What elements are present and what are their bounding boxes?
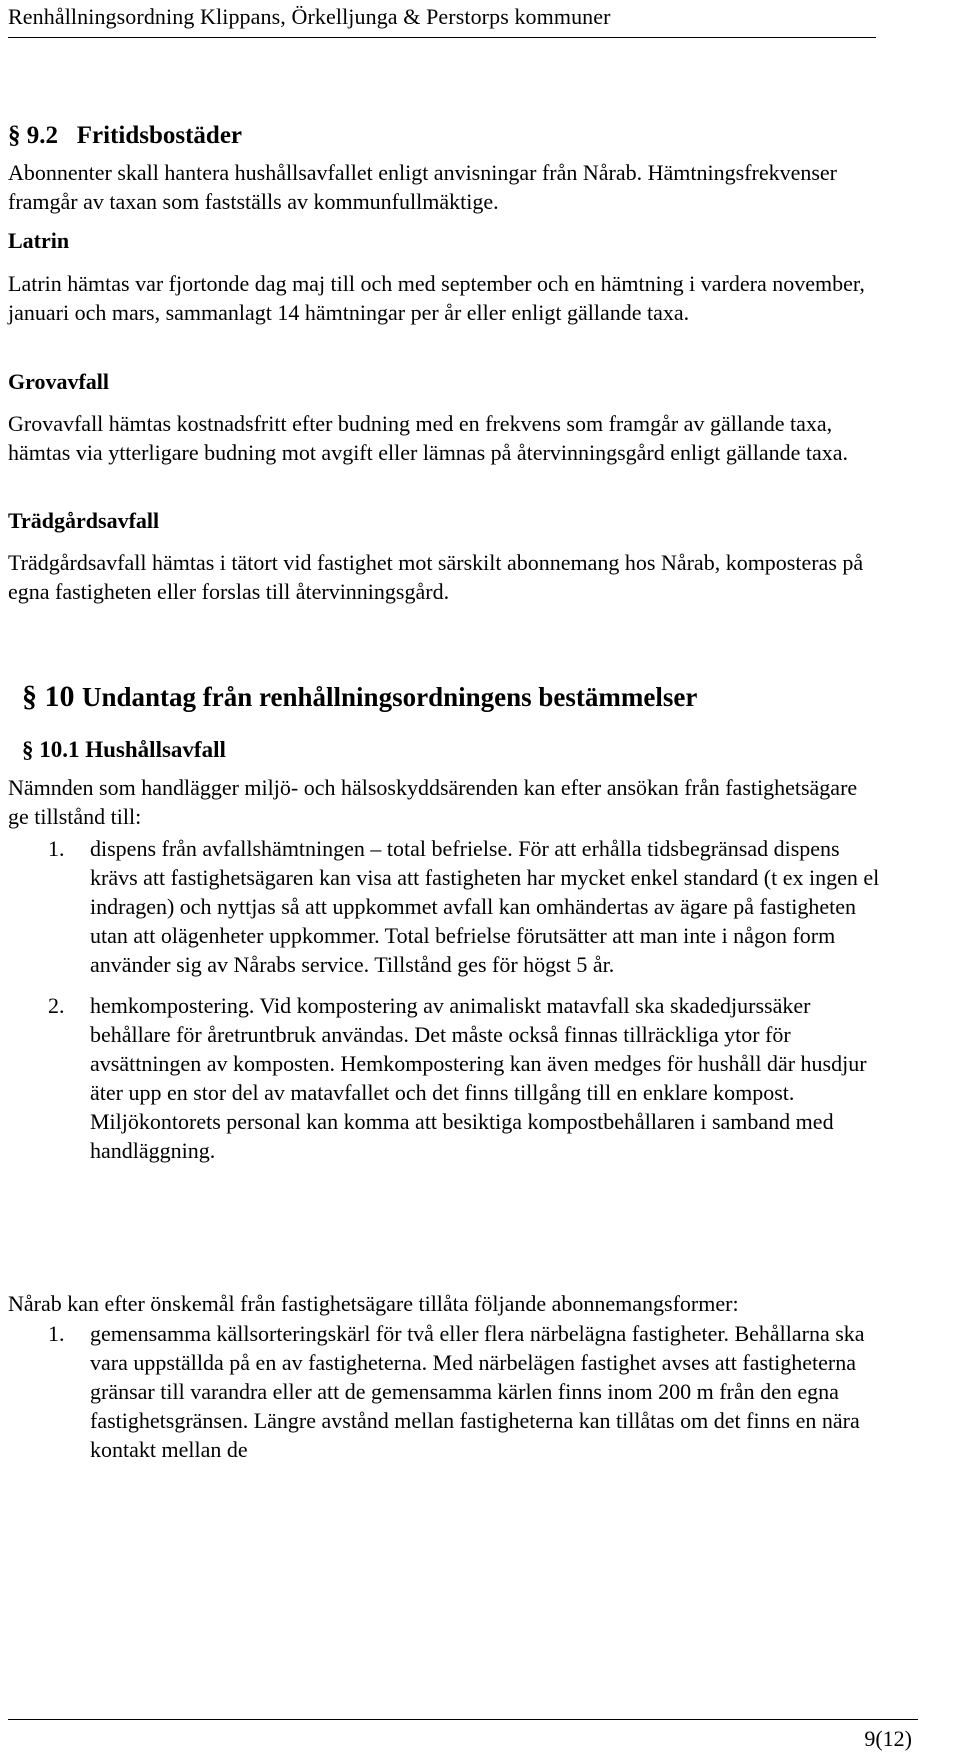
section-symbol: §: [22, 737, 34, 762]
section-heading-10-1: [22, 737, 226, 763]
list-item: [8, 834, 880, 979]
list-item-number: 2.: [48, 993, 65, 1018]
list-item-number: 1.: [48, 1321, 65, 1346]
page-number: 9(12): [864, 1726, 912, 1751]
list-item: [8, 991, 880, 1165]
section-title: Fritidsbostäder: [76, 122, 243, 149]
section-symbol: §: [22, 680, 37, 713]
paragraph-latrin: Latrin hämtas var fjortonde dag maj till och med september och en hämtning i vardera november, januari och mars, sammanlagt 14 hämtningar per år eller enligt gällande taxa.: [8, 271, 865, 325]
list-item-number: 1.: [48, 836, 65, 861]
paragraph-hushallsavfall-intro: Nämnden som handlägger miljö- och hälsoskyddsärenden kan efter ansökan från fastighetsägare ge tillstånd till:: [8, 775, 858, 829]
section-heading-9-2: [8, 122, 242, 150]
running-header: Renhållningsordning Klippans, Örkelljunga & Perstorps kommuner: [8, 4, 611, 29]
section-symbol: §: [8, 122, 21, 149]
paragraph-tradgardsavfall: Trädgårdsavfall hämtas i tätort vid fastighet mot särskilt abonnemang hos Nårab, komposteras på egna fastigheten eller forslas till återvinningsgård.: [8, 550, 864, 604]
subheading-tradgardsavfall: Trädgårdsavfall: [8, 508, 160, 533]
subheading-latrin: Latrin: [8, 228, 70, 253]
section-number: 10.1: [39, 737, 80, 762]
section-heading-10: [22, 680, 697, 714]
paragraph-fritidsbostader: Abonnenter skall hantera hushållsavfallet enligt anvisningar från Nårab. Hämtningsfrekvenser framgår av taxan som fastställs av kommunfullmäktige.: [8, 160, 837, 214]
dispens-list: [8, 834, 908, 1165]
section-title: Hushållsavfall: [85, 737, 226, 762]
header-rule: [8, 37, 876, 38]
abonnemang-list: [8, 1319, 908, 1464]
list-item-text: dispens från avfallshämtningen – total befrielse. För att erhålla tidsbegränsad dispens krävs att fastighetsägaren kan visa att fastigheten har mycket enkel standard (t ex ingen el indragen) och nyttjas så att uppkommet avfall kan omhändertas av ägare på fastigheten utan att olägenheter uppkommer. Total befrielse förutsätter att man inte i någon form använder sig av Nårabs service. Tillstånd ges för högst 5 år.: [90, 836, 880, 977]
footer-rule: [8, 1719, 918, 1720]
subheading-grovavfall: Grovavfall: [8, 369, 110, 394]
paragraph-abonnemangsformer-intro: Nårab kan efter önskemål från fastighetsägare tillåta följande abonnemangsformer:: [8, 1291, 739, 1316]
list-item: [8, 1319, 880, 1464]
section-number: 9.2: [26, 122, 58, 149]
section-number: 10: [44, 680, 75, 713]
list-item-text: gemensamma källsorteringskärl för två eller flera närbelägna fastigheter. Behållarna ska vara uppställda på en av fastigheterna. Med närbelägen fastighet avses att fastigheterna gränsar till varandra eller att de gemensamma kärlen finns inom 200 m från den egna fastighetsgränsen. Längre avstånd mellan fastigheterna kan tillåtas om det finns en nära kontakt mellan de: [90, 1321, 865, 1462]
paragraph-grovavfall: Grovavfall hämtas kostnadsfritt efter budning med en frekvens som framgår av gällande taxa, hämtas via ytterligare budning mot avgift eller lämnas på återvinningsgård enligt gällande taxa.: [8, 411, 849, 465]
section-title: Undantag från renhållningsordningens bestämmelser: [82, 682, 698, 712]
list-item-text: hemkompostering. Vid kompostering av animaliskt matavfall ska skadedjurssäker behållare för åretruntbruk användas. Det måste också finnas tillräckliga ytor för avsättningen av komposten. Hemkompostering kan även medges för hushåll där husdjur äter upp en stor del av matavfallet och det finns tillgång till en enklare kompost. Miljökontorets personal kan komma att besiktiga kompostbehållaren i samband med handläggning.: [90, 993, 867, 1163]
